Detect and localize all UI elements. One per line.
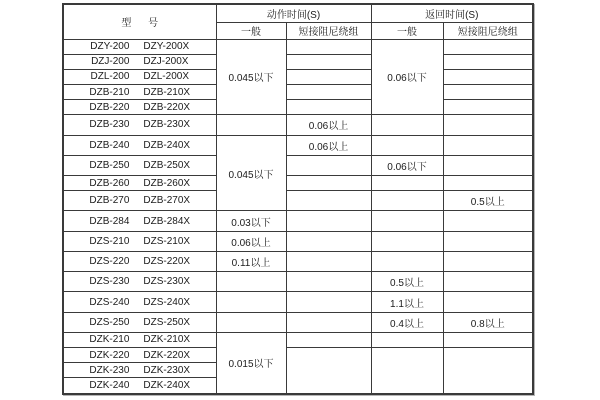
relay-spec-table <box>62 3 534 395</box>
value-cell-return-general <box>371 176 443 191</box>
value-cell-action-general <box>216 292 286 312</box>
value-cell-action-short: 0.06以上 <box>286 115 371 135</box>
model-label: DZB-210X <box>143 86 191 98</box>
value-cell-return-general <box>371 115 443 135</box>
model-label: DZB-250X <box>143 159 191 171</box>
table-row <box>63 135 533 155</box>
model-label: DZS-220 <box>89 256 130 268</box>
model-cell <box>63 332 216 347</box>
model-label: DZB-230 <box>89 119 130 131</box>
model-cell <box>63 231 216 251</box>
header-action-time: 动作时间(S) <box>216 4 371 22</box>
model-label: DZY-200 <box>90 41 130 53</box>
table-row <box>63 69 533 84</box>
value-cell-return-general: 1.1以上 <box>371 292 443 312</box>
value-cell-return-short <box>443 135 533 155</box>
model-cell <box>63 54 216 69</box>
value-cell-action-general <box>216 272 286 292</box>
model-label: DZS-250X <box>143 316 191 328</box>
model-label: DZS-210X <box>143 235 191 247</box>
value-cell-action-short <box>286 211 371 231</box>
model-label: DZB-250 <box>89 159 130 171</box>
value-cell-return-general <box>371 251 443 271</box>
model-cell <box>63 251 216 271</box>
model-label: DZB-260 <box>89 177 130 189</box>
table-row <box>63 39 533 54</box>
model-cell <box>63 348 216 363</box>
model-label: DZL-200X <box>143 71 189 83</box>
value-cell-action-short <box>286 85 371 100</box>
model-cell <box>63 155 216 175</box>
model-cell <box>63 115 216 135</box>
value-cell-return-general <box>371 348 443 394</box>
value-cell-return-short: 0.5以上 <box>443 191 533 211</box>
table-row <box>63 251 533 271</box>
model-cell <box>63 39 216 54</box>
value-cell-return-short <box>443 292 533 312</box>
value-cell-action-short <box>286 292 371 312</box>
model-label: DZB-284 <box>89 215 130 227</box>
table-row <box>63 211 533 231</box>
value-cell-action-general: 0.045以下 <box>216 135 286 211</box>
model-label: DZK-230 <box>89 364 130 376</box>
value-cell-action-short <box>286 155 371 175</box>
value-cell-return-general <box>371 135 443 155</box>
value-cell-action-short: 0.06以上 <box>286 135 371 155</box>
value-cell-return-general <box>371 191 443 211</box>
model-cell <box>63 69 216 84</box>
header-return-short-damping: 短接阻尼绕组 <box>443 22 533 39</box>
table-row <box>63 312 533 332</box>
value-cell-action-short <box>286 312 371 332</box>
model-label: DZB-240 <box>89 139 130 151</box>
model-label: DZK-230X <box>143 364 191 376</box>
value-cell-action-general: 0.03以下 <box>216 211 286 231</box>
value-cell-action-short <box>286 191 371 211</box>
model-label: DZK-240 <box>89 380 130 392</box>
model-label: DZK-220 <box>89 349 130 361</box>
value-cell-action-general: 0.015以下 <box>216 332 286 394</box>
value-cell-return-general <box>371 332 443 347</box>
model-cell <box>63 135 216 155</box>
model-label: DZL-200 <box>90 71 130 83</box>
value-cell-return-short <box>443 231 533 251</box>
table-row <box>63 100 533 115</box>
model-cell <box>63 211 216 231</box>
model-label: DZB-220X <box>143 101 191 113</box>
header-action-short-damping: 短接阻尼绕组 <box>286 22 371 39</box>
model-label: DZB-240X <box>143 139 191 151</box>
header-model: 型 号 <box>63 4 216 39</box>
model-label: DZS-230X <box>143 276 191 288</box>
table-row <box>63 176 533 191</box>
value-cell-return-general <box>371 231 443 251</box>
value-cell-action-short <box>286 100 371 115</box>
value-cell-return-short <box>443 332 533 347</box>
table-row <box>63 292 533 312</box>
table-row <box>63 115 533 135</box>
value-cell-action-short <box>286 39 371 54</box>
value-cell-return-short <box>443 39 533 54</box>
value-cell-return-short <box>443 85 533 100</box>
model-label: DZK-240X <box>143 380 191 392</box>
model-cell <box>63 176 216 191</box>
value-cell-action-short <box>286 231 371 251</box>
value-cell-action-short <box>286 69 371 84</box>
model-cell <box>63 85 216 100</box>
model-label: DZS-240X <box>143 296 191 308</box>
model-label: DZS-250 <box>89 316 130 328</box>
table-row <box>63 54 533 69</box>
model-label: DZB-210 <box>89 86 130 98</box>
value-cell-return-short <box>443 348 533 394</box>
model-label: DZS-240 <box>89 296 130 308</box>
model-label: DZS-220X <box>143 256 191 268</box>
value-cell-return-general: 0.5以上 <box>371 272 443 292</box>
model-label: DZK-220X <box>143 349 191 361</box>
header-row-groups <box>63 4 533 22</box>
table-header <box>63 4 533 39</box>
value-cell-return-short <box>443 211 533 231</box>
model-label: DZK-210 <box>89 334 130 346</box>
value-cell-return-short <box>443 251 533 271</box>
model-cell <box>63 363 216 378</box>
value-cell-action-general <box>216 115 286 135</box>
table-row <box>63 332 533 347</box>
model-label: DZS-210 <box>89 235 130 247</box>
table-row <box>63 85 533 100</box>
value-cell-action-short <box>286 176 371 191</box>
value-cell-return-general: 0.06以下 <box>371 155 443 175</box>
model-label: DZY-200X <box>143 41 190 53</box>
value-cell-return-short <box>443 69 533 84</box>
value-cell-action-short <box>286 251 371 271</box>
model-label: DZK-210X <box>143 334 191 346</box>
header-return-time: 返回时间(S) <box>371 4 533 22</box>
table-row <box>63 231 533 251</box>
model-label: DZB-260X <box>143 177 191 189</box>
table-row <box>63 191 533 211</box>
header-action-general: 一般 <box>216 22 286 39</box>
model-label: DZB-284X <box>143 215 191 227</box>
value-cell-action-general: 0.06以上 <box>216 231 286 251</box>
value-cell-action-general: 0.11以上 <box>216 251 286 271</box>
table-row <box>63 348 533 363</box>
model-cell <box>63 100 216 115</box>
value-cell-return-short <box>443 54 533 69</box>
value-cell-return-short <box>443 100 533 115</box>
model-label: DZS-230 <box>89 276 130 288</box>
value-cell-action-short <box>286 348 371 394</box>
table-body <box>63 39 533 394</box>
value-cell-action-short <box>286 54 371 69</box>
model-cell <box>63 378 216 394</box>
value-cell-return-short <box>443 176 533 191</box>
value-cell-action-short <box>286 332 371 347</box>
value-cell-action-general <box>216 312 286 332</box>
model-cell <box>63 272 216 292</box>
value-cell-return-short <box>443 115 533 135</box>
table-row <box>63 155 533 175</box>
value-cell-return-general <box>371 211 443 231</box>
value-cell-return-general: 0.4以上 <box>371 312 443 332</box>
value-cell-action-general: 0.045以下 <box>216 39 286 115</box>
value-cell-return-general: 0.06以下 <box>371 39 443 115</box>
value-cell-action-short <box>286 272 371 292</box>
model-cell <box>63 191 216 211</box>
header-return-general: 一般 <box>371 22 443 39</box>
model-cell <box>63 312 216 332</box>
value-cell-return-short: 0.8以上 <box>443 312 533 332</box>
model-label: DZB-220 <box>89 101 130 113</box>
model-label: DZJ-200 <box>91 56 130 68</box>
model-cell <box>63 292 216 312</box>
model-label: DZB-270 <box>89 195 130 207</box>
model-label: DZB-270X <box>143 195 191 207</box>
model-label: DZJ-200X <box>143 56 189 68</box>
value-cell-return-short <box>443 272 533 292</box>
value-cell-return-short <box>443 155 533 175</box>
table-row <box>63 272 533 292</box>
model-label: DZB-230X <box>143 119 191 131</box>
